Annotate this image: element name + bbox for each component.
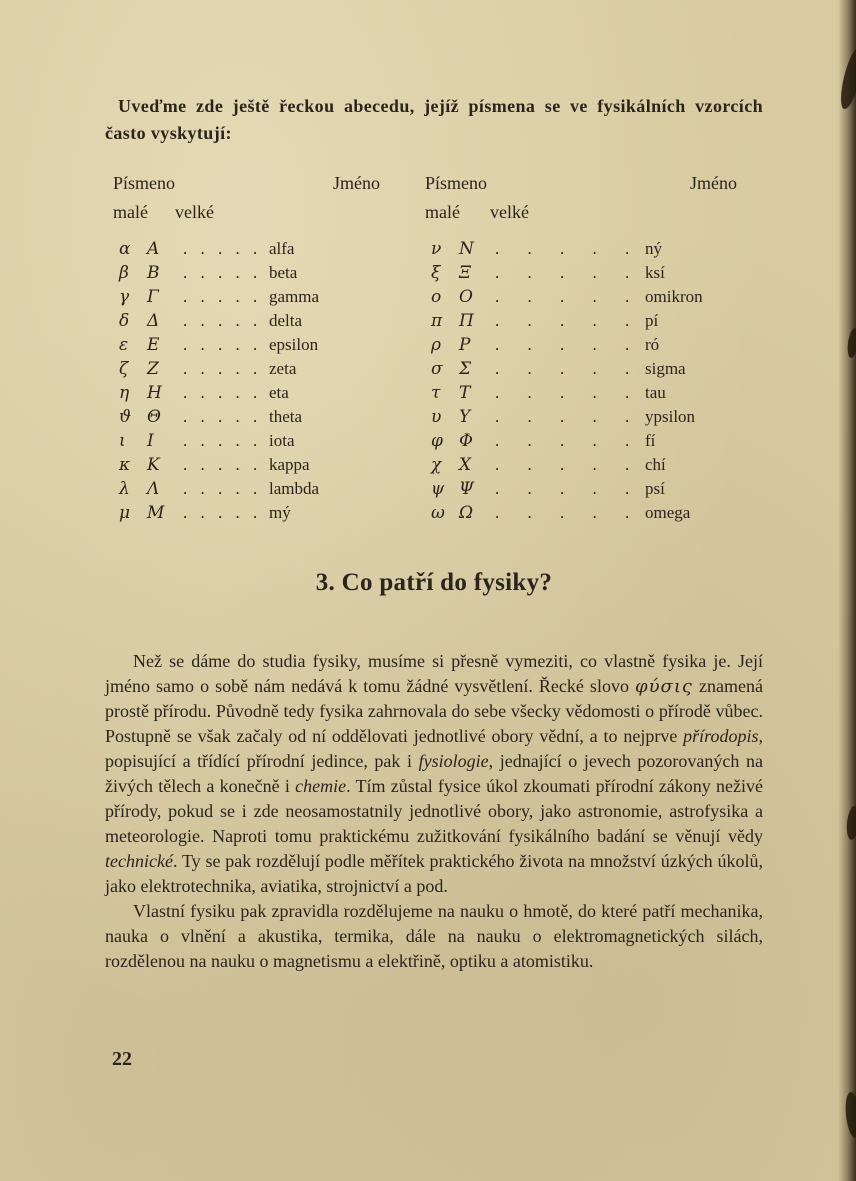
body-paragraph-1 (105, 649, 763, 899)
dot-leader: . . . . . (495, 407, 631, 426)
greek-lowercase-left: λ (119, 479, 130, 499)
table-row (105, 261, 763, 285)
table-body (105, 237, 763, 525)
letter-name-left: beta (269, 263, 298, 282)
greek-lowercase-left: η (119, 383, 130, 403)
letter-name-left: eta (269, 383, 289, 402)
dot-leader: . . . . . (183, 359, 259, 378)
table-row (105, 309, 763, 333)
greek-alphabet-table (105, 173, 763, 525)
letter-name-left: alfa (269, 239, 295, 258)
greek-uppercase-right: Ψ (459, 479, 474, 499)
dot-leader: . . . . . (495, 359, 631, 378)
table-row (105, 477, 763, 501)
letter-name-right: sigma (645, 359, 686, 378)
greek-uppercase-left: M (147, 503, 165, 523)
letter-name-left: delta (269, 311, 303, 330)
text-run: znamená prostě přírodu. Původně tedy fysika zahrnovala do sebe všecky vědomosti o přírodě vůbec. Postupně se však začaly od ní oddělovati jednotlivé obory vědní, a to nejprve (105, 676, 763, 746)
letter-name-right: ypsilon (645, 407, 696, 426)
emphasis-fysiologie: fysiologie (418, 751, 489, 771)
letter-name-right: chí (645, 455, 666, 474)
greek-uppercase-left: Γ (147, 287, 159, 307)
table-row (105, 429, 763, 453)
letter-name-right: psí (645, 479, 665, 498)
greek-lowercase-left: ϑ (119, 407, 132, 427)
greek-uppercase-right: X (459, 455, 472, 475)
greek-uppercase-left: B (147, 263, 160, 283)
letter-name-left: epsilon (269, 335, 319, 354)
greek-uppercase-left: Z (147, 359, 159, 379)
letter-name-left: gamma (269, 287, 320, 306)
header-pismeno-right: Písmeno (425, 173, 488, 193)
greek-lowercase-right: υ (431, 407, 442, 427)
dot-leader: . . . . . (495, 431, 631, 450)
emphasis-chemie: chemie (295, 776, 347, 796)
dot-leader: . . . . . (183, 455, 259, 474)
letter-name-right: tau (645, 383, 666, 402)
dot-leader: . . . . . (183, 431, 259, 450)
dot-leader: . . . . . (183, 311, 259, 330)
greek-lowercase-right: π (431, 311, 443, 331)
greek-lowercase-left: β (119, 263, 129, 283)
greek-uppercase-right: Π (459, 311, 474, 331)
greek-uppercase-right: Ξ (459, 263, 471, 283)
header-male-right: malé (425, 202, 460, 222)
dot-leader: . . . . . (495, 479, 631, 498)
greek-lowercase-left: κ (119, 455, 131, 475)
greek-lowercase-left: α (119, 239, 131, 259)
body-paragraph-2: Vlastní fysiku pak zpravidla rozdělujeme na nauku o hmotě, do které patří mechanika, nauka o vlnění a akustika, termika, dále na nauku o elektromagnetických silách, rozdělenou na nauku o magnetismu a elektřině, optiku a atomistiku. (105, 901, 763, 971)
letter-name-left: zeta (269, 359, 297, 378)
dot-leader: . . . . . (495, 383, 631, 402)
dot-leader: . . . . . (183, 383, 259, 402)
emphasis-technicke: technické (105, 851, 173, 871)
letter-name-left: kappa (269, 455, 310, 474)
text-run: Než se dáme do studia fysiky, musíme si přesně vymeziti, co vlastně fysika je. Její jméno samo o sobě nám nedává k tomu žádné vysvětlení. Řecké slovo (105, 651, 763, 696)
dot-leader: . . . . . (183, 239, 259, 258)
page-content (105, 93, 763, 974)
letter-name-right: pí (645, 311, 659, 330)
header-jmeno-right: Jméno (690, 173, 737, 193)
letter-name-right: ksí (645, 263, 665, 282)
page-edge-shadow (838, 0, 856, 1181)
letter-name-right: omega (645, 503, 691, 522)
dot-leader: . . . . . (495, 287, 631, 306)
letter-name-right: ný (645, 239, 662, 258)
greek-uppercase-right: Ω (459, 503, 474, 523)
greek-lowercase-right: ξ (431, 263, 441, 283)
greek-lowercase-left: μ (119, 503, 131, 523)
dot-leader: . . . . . (183, 407, 259, 426)
greek-lowercase-left: ι (119, 431, 126, 451)
greek-lowercase-left: ε (119, 335, 129, 355)
greek-lowercase-right: ψ (431, 479, 445, 499)
greek-lowercase-right: ω (431, 503, 445, 523)
greek-uppercase-left: H (147, 383, 162, 403)
letter-name-left: iota (269, 431, 295, 450)
table-row (105, 237, 763, 261)
dot-leader: . . . . . (183, 335, 259, 354)
dot-leader: . . . . . (183, 479, 259, 498)
header-velke-right: velké (490, 202, 529, 222)
greek-uppercase-left: Θ (147, 407, 161, 427)
dot-leader: . . . . . (183, 503, 259, 522)
greek-uppercase-left: Δ (147, 311, 160, 331)
greek-uppercase-left: Λ (147, 479, 160, 499)
text-run: , popisující a třídící přírodní jedince, pak i (105, 726, 763, 771)
greek-lowercase-left: δ (119, 311, 130, 331)
emphasis-prirodopis: přírodopis (683, 726, 759, 746)
greek-uppercase-left: K (147, 455, 160, 475)
letter-name-right: ró (645, 335, 660, 354)
letter-name-left: lambda (269, 479, 320, 498)
greek-uppercase-right: T (459, 383, 471, 403)
table-row (105, 285, 763, 309)
dot-leader: . . . . . (495, 455, 631, 474)
greek-uppercase-left: I (147, 431, 154, 451)
greek-uppercase-right: Φ (459, 431, 473, 451)
greek-uppercase-right: P (459, 335, 471, 355)
greek-uppercase-left: A (147, 239, 160, 259)
greek-lowercase-right: τ (431, 383, 441, 403)
letter-name-right: omikron (645, 287, 703, 306)
page-number: 22 (112, 1048, 132, 1070)
greek-lowercase-left: γ (119, 287, 130, 307)
dot-leader: . . . . . (495, 239, 631, 258)
greek-uppercase-right: Σ (459, 359, 472, 379)
greek-lowercase-right: φ (431, 431, 443, 451)
text-run: , jednající o jevech pozorovaných na živých tělech a konečně i (105, 751, 763, 796)
header-jmeno-left: Jméno (333, 173, 380, 193)
greek-uppercase-right: O (459, 287, 473, 307)
greek-uppercase-right: Y (459, 407, 471, 427)
greek-lowercase-right: ν (431, 239, 442, 259)
greek-lowercase-right: ρ (431, 335, 441, 355)
dot-leader: . . . . . (495, 503, 631, 522)
section-heading: 3. Co patří do fysiky? (315, 569, 553, 596)
table-row (105, 357, 763, 381)
header-velke-left: velké (175, 202, 214, 222)
intro-paragraph: Uveďme zde ještě řeckou abecedu, jejíž písmena se ve fysikálních vzorcích často vyskytují: (105, 96, 763, 143)
letter-name-right: fí (645, 431, 656, 450)
table-row (105, 501, 763, 525)
dot-leader: . . . . . (495, 263, 631, 282)
greek-lowercase-right: χ (431, 455, 442, 475)
greek-uppercase-left: E (147, 335, 160, 355)
table-row (105, 381, 763, 405)
table-header (105, 173, 763, 231)
dot-leader: . . . . . (495, 335, 631, 354)
table-row (105, 405, 763, 429)
header-male-left: malé (113, 202, 148, 222)
header-pismeno-left: Písmeno (113, 173, 176, 193)
dot-leader: . . . . . (183, 287, 259, 306)
greek-uppercase-right: N (459, 239, 474, 259)
greek-lowercase-right: σ (431, 359, 443, 379)
greek-word-fysis: φύσις (635, 676, 693, 697)
table-row (105, 333, 763, 357)
dot-leader: . . . . . (183, 263, 259, 282)
dot-leader: . . . . . (495, 311, 631, 330)
greek-lowercase-right: ο (431, 287, 442, 307)
letter-name-left: mý (269, 503, 291, 522)
text-run: . Ty se pak rozdělují podle měřítek praktického života na množství úzkých úkolů, jako elektrotechnika, aviatika, strojnictví a pod. (105, 851, 763, 896)
text-run: . Tím zůstal fysice úkol zkoumati přírodní zákony neživé přírody, pokud se i zde neosamostatnily jednotlivé obory, jako astronomie, astrofysika a meteorologie. Naproti tomu praktickému zužitkování fysikálního badání se věnují vědy (105, 776, 763, 846)
greek-lowercase-left: ζ (119, 359, 129, 379)
letter-name-left: theta (269, 407, 303, 426)
table-row (105, 453, 763, 477)
